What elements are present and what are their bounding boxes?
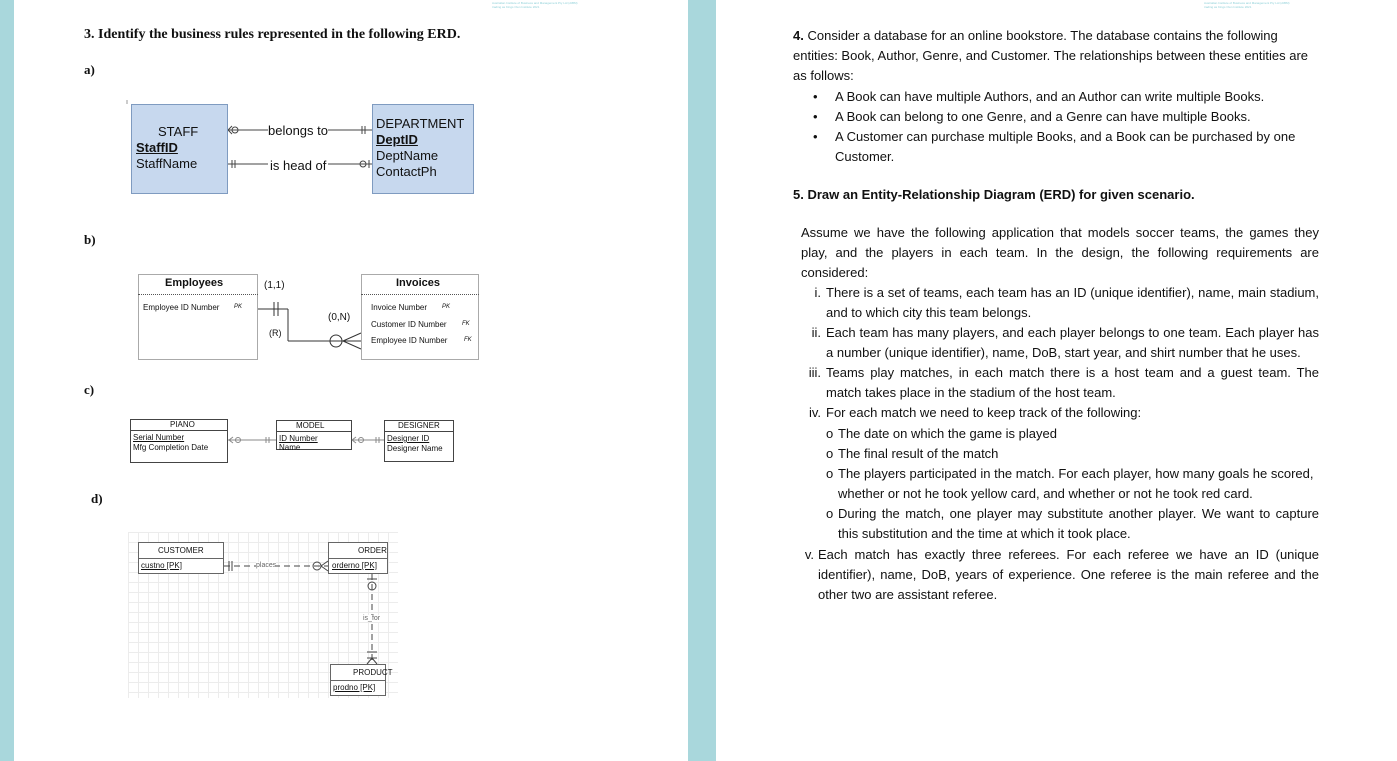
left-margin-stripe — [0, 0, 14, 761]
question-4-text: 4. Consider a database for an online bookstore. The database contains the following entities: Book, Author, Genre, and Customer. The relationships between these entities are as follows: — [793, 28, 1309, 83]
order-title: ORDER — [358, 546, 387, 555]
part-label-a: a) — [84, 62, 95, 77]
sub-list-item: o The date on which the game is played — [826, 426, 1057, 441]
list-item: ii. Each team has many players, and each player belongs to one team. Each player has a number (unique identifier), name, DoB, start year, and shirt number that he uses. — [811, 325, 1319, 360]
order-attr: orderno [PK] — [332, 561, 377, 570]
list-item: iv. For each match we need to keep track of the following: — [808, 405, 1142, 420]
watermark-right: Australian Institute of Business and Management Pty Ltd (AIBM) trading as Kings Own Institute 2021 — [1204, 1, 1290, 9]
customer-attr: custno [PK] — [141, 561, 182, 570]
invoices-key-1: PK — [442, 304, 451, 310]
staff-attr: StaffName — [136, 156, 198, 171]
department-attr-1: DeptName — [376, 148, 439, 163]
erd-b — [136, 272, 482, 364]
invoices-attr-3: Employee ID Number — [371, 336, 448, 345]
customer-title: CUSTOMER — [158, 546, 204, 555]
sub-list-item: o The players participated in the match. For each player, how many goals he scored, whether or not he took yellow card, and whether or not he took red card. — [826, 466, 1314, 501]
card-r: (R) — [269, 328, 282, 338]
invoices-key-2: FK — [462, 321, 470, 327]
erd-d-lines — [128, 532, 398, 698]
model-attr-2: Name — [279, 443, 301, 452]
question-5-item-v — [801, 545, 1319, 605]
card-left: (1,1) — [264, 280, 285, 291]
piano-title: PIANO — [170, 420, 195, 429]
list-item: iii. Teams play matches, in each match there is a host team and a guest team. The match takes place in the stadium of the host team. — [808, 365, 1319, 400]
sub-list-item: o The final result of the match — [826, 446, 999, 461]
invoices-key-3: FK — [464, 337, 472, 343]
staff-pk: StaffID — [136, 140, 178, 155]
question-5-items — [801, 283, 1319, 423]
question-4 — [793, 26, 1313, 167]
staff-title: STAFF — [158, 124, 199, 139]
invoices-divider — [361, 294, 479, 295]
question-3-heading: 3. Identify the business rules represented in the following ERD. — [84, 27, 461, 42]
question-5-body — [801, 223, 1319, 605]
list-item: • A Customer can purchase multiple Books, and a Book can be purchased by one Customer. — [793, 127, 1313, 167]
erd-d — [128, 532, 398, 698]
rel-is-for: is_for — [363, 615, 381, 622]
department-attr-2: ContactPh — [376, 164, 437, 179]
designer-title: DESIGNER — [398, 421, 440, 430]
question-5-title: 5. Draw an Entity-Relationship Diagram (ERD) for given scenario. — [793, 187, 1195, 202]
invoices-attr-1: Invoice Number — [371, 303, 428, 312]
erd-a — [126, 98, 478, 198]
question-5-subitems — [801, 424, 1319, 544]
employees-key: PK — [234, 304, 243, 310]
product-title: PRODUCT — [353, 668, 393, 677]
model-title: MODEL — [296, 421, 325, 430]
piano-attr-2: Mfg Completion Date — [133, 443, 209, 452]
employees-title: Employees — [165, 277, 224, 289]
list-item: i. There is a set of teams, each team has an ID (unique identifier), name, main stadium, and to which city this team belongs. — [814, 285, 1319, 320]
product-attr: prodno [PK] — [333, 683, 376, 692]
question-4-bullets — [793, 87, 1313, 167]
department-title: DEPARTMENT — [376, 116, 465, 131]
rel-is-head-of: is head of — [270, 158, 327, 173]
rel-belongs-to: belongs to — [268, 123, 328, 138]
sub-list-item: o During the match, one player may substitute another player. We want to capture this substitution and the time at which it took place. — [826, 506, 1319, 541]
center-gutter — [688, 0, 716, 761]
watermark: Australian Institute of Business and Management Pty Ltd (AIBM) trading as Kings Own Institute 2021 — [492, 1, 578, 9]
designer-attr-1: Designer ID — [387, 434, 430, 443]
card-right: (0,N) — [328, 312, 351, 323]
invoices-title: Invoices — [396, 277, 441, 289]
list-item: • A Book can have multiple Authors, and an Author can write multiple Books. — [793, 87, 1313, 107]
part-label-b: b) — [84, 232, 96, 247]
question-5-intro: Assume we have the following application that models soccer teams, the games they play, and the players in each team. In the design, the following requirements are considered: — [801, 225, 1319, 280]
list-item: v. Each match has exactly three referees. For each referee we have an ID (unique identifier), name, DoB, years of experience. One referee is the main referee and the other two are assistant referee. — [804, 547, 1319, 602]
department-pk: DeptID — [376, 132, 418, 147]
piano-attr-1: Serial Number — [133, 433, 185, 442]
erd-c-lines — [128, 418, 456, 466]
employees-attr: Employee ID Number — [143, 303, 220, 312]
list-item: • A Book can belong to one Genre, and a Genre can have multiple Books. — [793, 107, 1313, 127]
part-label-c: c) — [84, 382, 95, 397]
designer-attr-2: Designer Name — [387, 444, 443, 453]
model-attr-1: ID Number — [279, 434, 318, 443]
part-label-d: d) — [91, 491, 103, 506]
erd-c — [128, 418, 456, 466]
invoices-attr-2: Customer ID Number — [371, 320, 447, 329]
rel-places: places — [256, 562, 277, 569]
